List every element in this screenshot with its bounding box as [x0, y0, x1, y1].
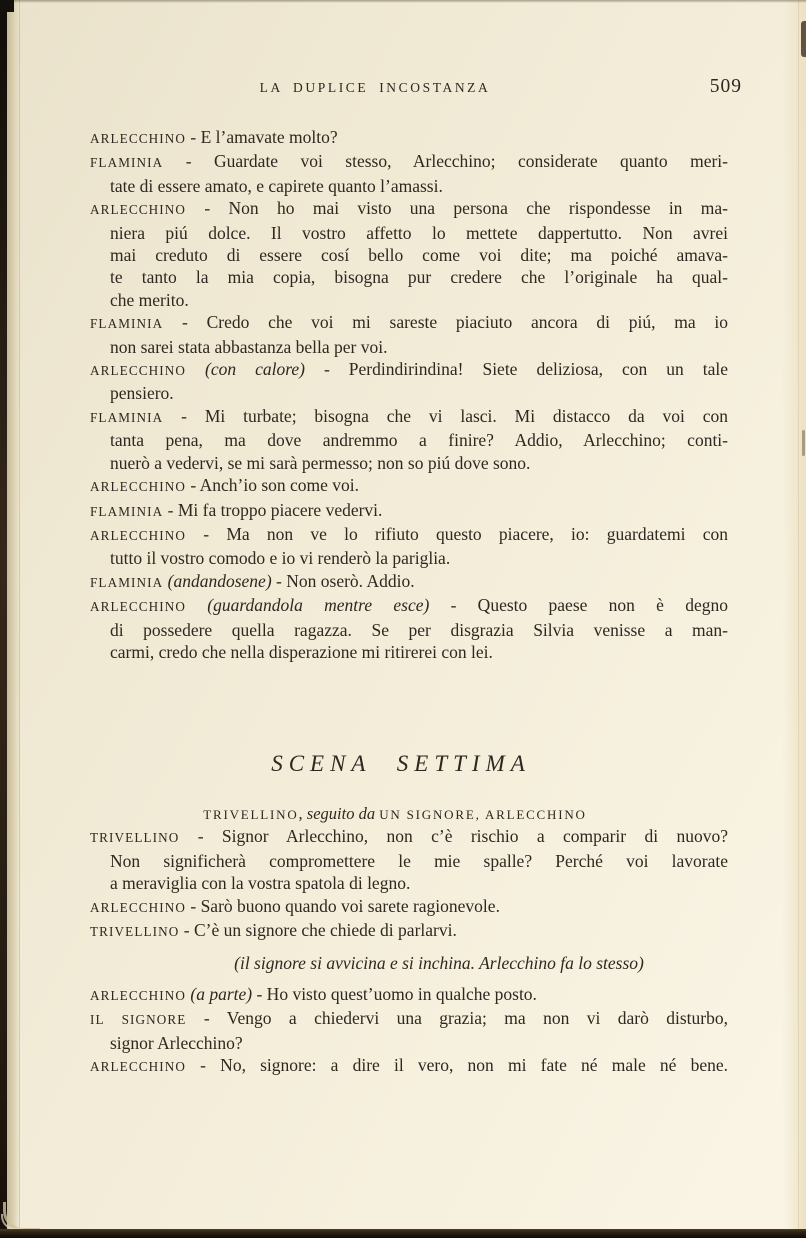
- speech-paragraph: [90, 197, 728, 311]
- corner-shadow-top-left: [0, 0, 14, 12]
- speech-text: - Credo che voi mi sareste piaciuto ancora di piú, ma io: [163, 312, 728, 333]
- speaker-name: ARLECCHINO: [90, 899, 186, 915]
- stage-note: (guardandola mentre esce): [207, 595, 430, 616]
- speech-text: mai creduto di essere cosí bello come voi dite; ma poiché amava-: [110, 245, 728, 266]
- speaker-name: FLAMINIA: [90, 316, 164, 332]
- cast-list: [76, 804, 714, 825]
- speaker-name: ARLECCHINO: [90, 479, 186, 495]
- speaker-name: FLAMINIA: [90, 155, 164, 171]
- speech-paragraph: [90, 983, 728, 1054]
- text-line: [90, 452, 728, 474]
- scene-heading: SCENA SETTIMA: [271, 751, 531, 777]
- stage-note: (a parte): [190, 983, 253, 1004]
- page-crease-line: [19, 0, 20, 1238]
- speech-text: - Non oserò. Addio.: [271, 570, 415, 591]
- page-edge-right: [782, 0, 806, 1238]
- speech-paragraph: [90, 474, 728, 498]
- page-number: 509: [709, 76, 742, 97]
- text-line: [90, 222, 728, 244]
- speaker-name: ARLECCHINO: [90, 363, 186, 379]
- speech-paragraph: [90, 150, 728, 197]
- speech-text: - Anch’io son come voi.: [186, 475, 360, 496]
- running-header: [90, 76, 742, 102]
- speaker-name: ARLECCHINO: [90, 527, 186, 543]
- speaker-name: ARLECCHINO: [90, 987, 186, 1003]
- speech-text: Non significherà compromettere le mie spalle? Perché voi lavorate: [110, 850, 728, 871]
- text-line: [90, 266, 728, 288]
- speech-text: non sarei stata abbastanza bella per voi.: [110, 336, 388, 357]
- speech-paragraph: [90, 570, 728, 594]
- text-line: [90, 382, 728, 404]
- speaker-name: FLAMINIA: [90, 409, 164, 425]
- text-line: [90, 1032, 728, 1054]
- dialogue-block: [90, 983, 728, 1079]
- speech-paragraph: [90, 405, 728, 474]
- text-line: [90, 850, 728, 872]
- speech-text: - Ho visto quest’uomo in qualche posto.: [252, 983, 537, 1004]
- text-line: [90, 499, 728, 523]
- text-line: [90, 244, 728, 266]
- speaker-name: FLAMINIA: [90, 574, 164, 590]
- text-line: [90, 336, 728, 358]
- speech-text: [186, 359, 205, 379]
- text-line: [90, 594, 728, 618]
- speech-text: - Mi turbate; bisogna che vi lasci. Mi distacco da voi con: [163, 405, 728, 426]
- speech-text: - Vengo a chiedervi una grazia; ma non vi darò disturbo,: [186, 1008, 728, 1029]
- text-line: [90, 1007, 728, 1031]
- speech-text: - Perdindirindina! Siete deliziosa, con un tale: [304, 359, 729, 380]
- speech-text: niera piú dolce. Il vostro affetto lo mettete dappertutto. Non avrei: [110, 222, 728, 243]
- margin-mark: [802, 430, 805, 456]
- text-line: [90, 825, 728, 849]
- speech-paragraph: [90, 126, 728, 150]
- text-line: [90, 474, 728, 498]
- text-line: [90, 358, 728, 382]
- stage-note: (il signore si avvicina e si inchina. Arlecchino fa lo stesso): [234, 953, 644, 974]
- speech-text: - Guardate voi stesso, Arlecchino; considerate quanto meri-: [163, 151, 728, 172]
- speech-text: - E l’amavate molto?: [186, 127, 338, 147]
- speech-text: tanta pena, ma dove andremmo a finire? Addio, Arlecchino; conti-: [110, 430, 728, 451]
- speech-text: - Ma non ve lo rifiuto questo piacere, io: guardatemi con: [186, 523, 728, 544]
- text-line: [90, 872, 728, 894]
- speaker-name: FLAMINIA: [90, 503, 164, 519]
- stage-note: (con calore): [205, 359, 305, 380]
- speech-text: che merito.: [110, 289, 189, 310]
- speech-text: - C’è un signore che chiede di parlarvi.: [179, 919, 457, 940]
- text-line: [90, 197, 728, 221]
- text-line: [90, 619, 728, 641]
- speech-text: [186, 595, 207, 615]
- speech-text: - Questo paese non è degno: [429, 595, 728, 616]
- speech-text: di possedere quella ragazza. Se per disgrazia Silvia venisse a man-: [110, 619, 728, 640]
- speaker-name: TRIVELLINO: [203, 807, 299, 823]
- stage-note: seguito da: [306, 804, 376, 824]
- speaker-name: ARLECCHINO: [90, 202, 186, 218]
- speech-text: - Mi fa troppo piacere vedervi.: [163, 499, 383, 520]
- speech-paragraph: [90, 825, 728, 894]
- page-top-edge: [0, 0, 806, 3]
- page-title: LA DUPLICE INCOSTANZA: [259, 80, 491, 95]
- stage-direction: [120, 952, 758, 974]
- speech-paragraph: [90, 895, 728, 919]
- speech-paragraph: [90, 1054, 728, 1078]
- dialogue-block: [90, 825, 728, 943]
- speech-text: carmi, credo che nella disperazione mi ritirerei con lei.: [110, 641, 493, 662]
- speech-text: tate di essere amato, e capirete quanto l’amassi.: [110, 175, 443, 196]
- text-line: [90, 311, 728, 335]
- text-line: [90, 429, 728, 451]
- text-line: [90, 641, 728, 663]
- speech-text: ,: [298, 804, 307, 824]
- speaker-name: ARLECCHINO: [90, 599, 186, 615]
- speech-text: pensiero.: [110, 383, 174, 404]
- speaker-name: UN SIGNORE, ARLECCHINO: [379, 807, 587, 823]
- text-line: [90, 523, 728, 547]
- stage-note: (andandosene): [167, 570, 272, 591]
- book-gutter-edge: [0, 0, 7, 1238]
- speech-text: te tanto la mia copia, bisogna pur credere che l’originale ha qual-: [110, 267, 728, 288]
- speech-text: signor Arlecchino?: [110, 1032, 243, 1053]
- text-line: [90, 983, 728, 1007]
- page-notch-top-right: [801, 21, 806, 57]
- speech-paragraph: [90, 919, 728, 943]
- speech-text: - Non ho mai visto una persona che rispondesse in ma-: [186, 198, 728, 219]
- text-line: [90, 547, 728, 569]
- text-line: [90, 1054, 728, 1078]
- text-line: [90, 289, 728, 311]
- speech-text: - No, signore: a dire il vero, non mi fate né male né bene.: [186, 1055, 728, 1075]
- speech-paragraph: [90, 523, 728, 570]
- text-line: [90, 175, 728, 197]
- text-line: [90, 919, 728, 943]
- dialogue-block: [90, 126, 728, 663]
- page-bottom-edge: [0, 1229, 806, 1238]
- text-line: [90, 150, 728, 174]
- speech-paragraph: [90, 311, 728, 358]
- speaker-name: TRIVELLINO: [90, 923, 180, 939]
- text-block: [90, 126, 728, 1078]
- page-edge-right-line: [798, 0, 799, 1238]
- speaker-name: ARLECCHINO: [90, 131, 186, 146]
- speech-text: tutto il vostro comodo e io vi renderò la pariglia.: [110, 548, 451, 569]
- text-line: [90, 126, 728, 150]
- speaker-name: ARLECCHINO: [90, 1059, 186, 1074]
- speaker-name: IL SIGNORE: [90, 1012, 187, 1028]
- speech-text: - Sarò buono quando voi sarete ragionevole.: [186, 895, 500, 916]
- speech-text: - Signor Arlecchino, non c’è rischio a comparir di nuovo?: [179, 826, 728, 847]
- text-line: [90, 405, 728, 429]
- speech-paragraph: [90, 499, 728, 523]
- speaker-name: TRIVELLINO: [90, 830, 180, 846]
- speech-text: a meraviglia con la vostra spatola di legno.: [110, 873, 411, 894]
- text-line: [90, 895, 728, 919]
- speech-paragraph: [90, 358, 728, 405]
- speech-paragraph: [90, 594, 728, 663]
- text-line: [90, 570, 728, 594]
- speech-text: nuerò a vedervi, se mi sarà permesso; non so piú dove sono.: [110, 452, 531, 473]
